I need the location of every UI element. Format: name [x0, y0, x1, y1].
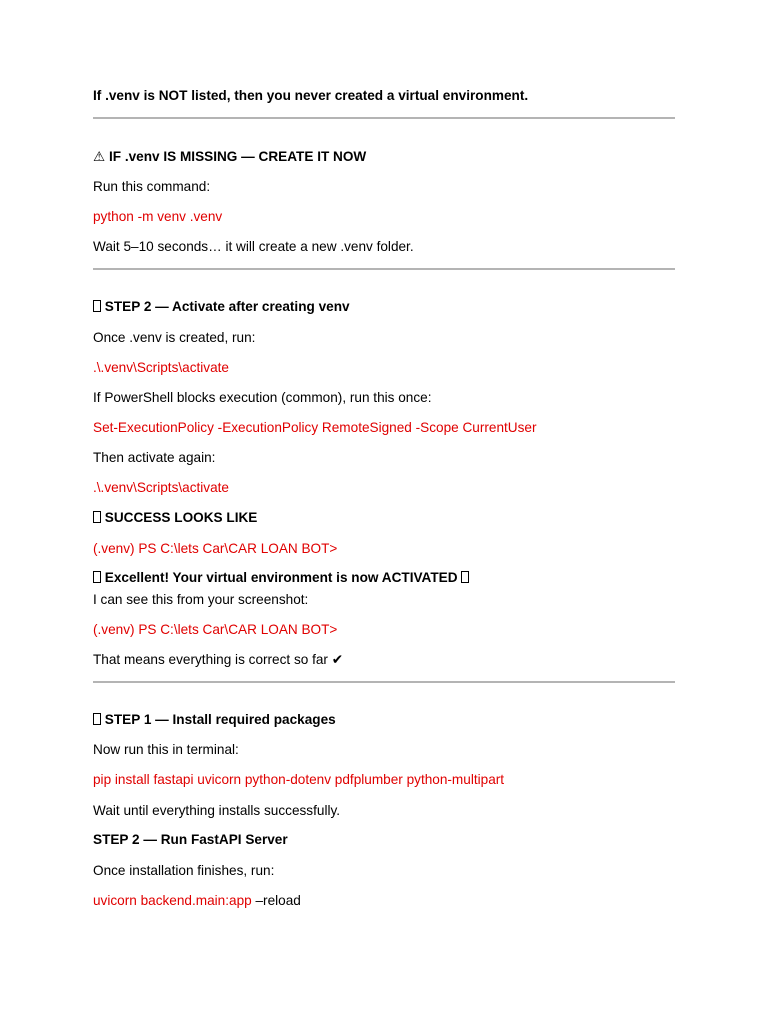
activate-command-again: .\.venv\Scripts\activate: [93, 480, 229, 495]
missing-heading: [93, 148, 366, 166]
uvicorn-command-flag: –reload: [255, 893, 301, 908]
missing-glyph-icon: [461, 571, 469, 583]
install-wait-note: Wait until everything installs successfully.: [93, 803, 341, 818]
prompt-example-2: (.venv) PS C:\lets Car\CAR LOAN BOT>: [93, 622, 338, 637]
success-heading-text: SUCCESS LOOKS LIKE: [104, 510, 258, 525]
missing-glyph-icon: [93, 713, 101, 725]
intro-text: If .venv is NOT listed, then you never created a virtual environment.: [93, 88, 529, 103]
terminal-label: Now run this in terminal:: [93, 742, 239, 757]
step2-activate-heading-text: STEP 2 — Activate after creating venv: [104, 299, 350, 314]
activated-heading-text: Excellent! Your virtual environment is now ACTIVATED: [104, 570, 458, 585]
run-command-label: Run this command:: [93, 179, 211, 194]
created-label: Once .venv is created, run:: [93, 330, 256, 345]
missing-glyph-icon: [93, 300, 101, 312]
correct-note-text: That means everything is correct so far: [93, 652, 328, 667]
wait-note: Wait 5–10 seconds… it will create a new .venv folder.: [93, 239, 414, 254]
prompt-example: (.venv) PS C:\lets Car\CAR LOAN BOT>: [93, 541, 338, 556]
pip-install-command: pip install fastapi uvicorn python-dotenv pdfplumber python-multipart: [93, 772, 505, 787]
divider: [93, 681, 675, 683]
venv-create-command: python -m venv .venv: [93, 209, 223, 224]
activated-heading: [93, 569, 469, 587]
screenshot-note: I can see this from your screenshot:: [93, 592, 309, 607]
activate-command: .\.venv\Scripts\activate: [93, 360, 229, 375]
powershell-note: If PowerShell blocks execution (common), run this once:: [93, 390, 432, 405]
correct-note: [93, 651, 343, 669]
missing-glyph-icon: [93, 571, 101, 583]
execution-policy-command: Set-ExecutionPolicy -ExecutionPolicy RemoteSigned -Scope CurrentUser: [93, 420, 537, 435]
activate-again-label: Then activate again:: [93, 450, 216, 465]
step1-install-heading-text: STEP 1 — Install required packages: [104, 712, 336, 727]
uvicorn-command-main: uvicorn backend.main:app: [93, 893, 252, 908]
step1-install-heading: [93, 711, 336, 729]
document-page: [93, 0, 675, 1024]
finish-label: Once installation finishes, run:: [93, 863, 275, 878]
uvicorn-command: [93, 892, 301, 910]
success-heading: [93, 509, 257, 527]
missing-heading-text: IF .venv IS MISSING — CREATE IT NOW: [108, 149, 367, 164]
step2-activate-heading: [93, 298, 350, 316]
divider: [93, 268, 675, 270]
warning-icon: ⚠: [93, 149, 106, 164]
missing-glyph-icon: [93, 511, 101, 523]
check-icon: ✔: [331, 652, 344, 667]
divider: [93, 117, 675, 119]
step2-run-heading: STEP 2 — Run FastAPI Server: [93, 832, 288, 847]
